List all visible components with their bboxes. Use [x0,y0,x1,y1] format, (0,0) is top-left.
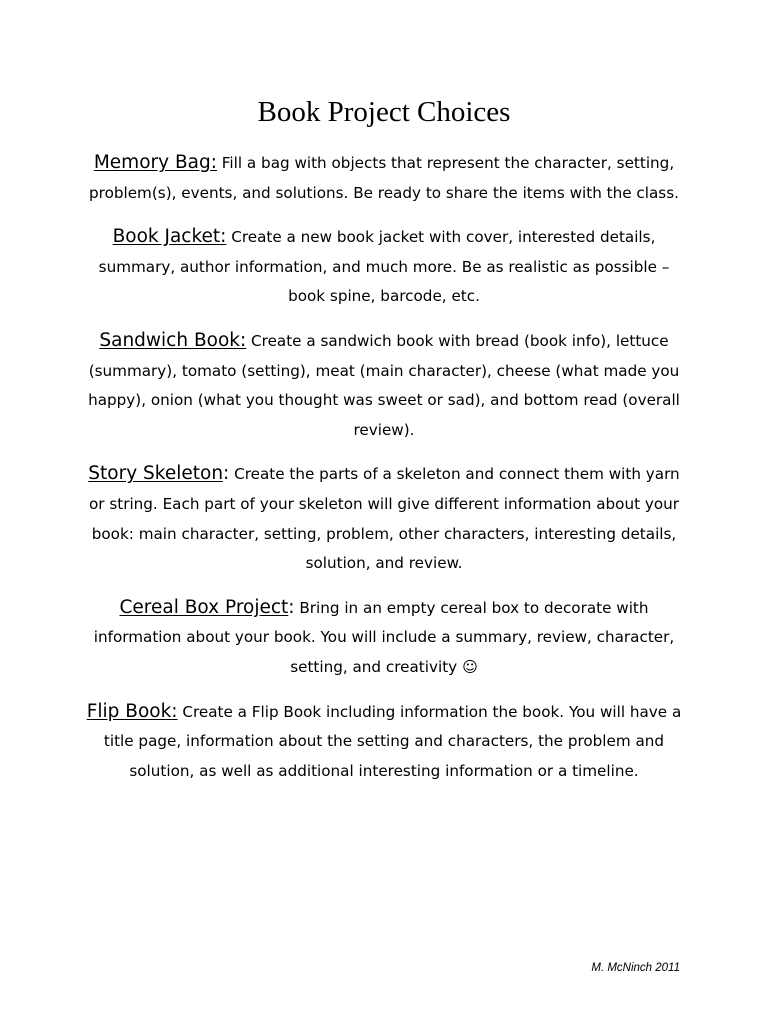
project-description: Create a Flip Book including information the book. You will have a title page, information about the setting and characters, the problem and solution, as well as additional interesting information or a timeline. [103,702,682,780]
heading-colon: : [220,226,227,248]
heading-colon: : [210,152,217,173]
heading-colon: : [240,329,247,351]
project-heading: Cereal Box Project [119,596,289,618]
project-story-skeleton [86,459,682,578]
project-cereal-box [86,593,682,683]
project-description: Bring in an empty cereal box to decorate with information about your book. You will include a summary, review, character, setting, and creativity ☺ [93,598,675,676]
author-footer: M. McNinch 2011 [591,962,680,974]
project-description: Create the parts of a skeleton and connect them with yarn or string. Each part of your skeleton will give different information about your book: main character, setting, problem, other characters, interesting details, solution, and review. [88,465,680,573]
project-heading: Book Jacket [112,226,221,248]
project-list [86,148,682,800]
project-heading: Flip Book [86,700,172,722]
project-sandwich-book [86,326,682,445]
project-heading: Memory Bag [93,152,211,173]
project-flip-book [86,697,682,787]
project-description: Create a new book jacket with cover, interested details, summary, author information, and much more. Be as realistic as possible – book spine, barcode, etc. [98,228,670,306]
heading-colon: : [223,463,230,485]
project-memory-bag [86,148,682,208]
heading-colon: : [288,596,295,618]
project-book-jacket [86,222,682,312]
project-description: Create a sandwich book with bread (book info), lettuce (summary), tomato (setting), meat (main character), cheese (what made you happy), onion (what you thought was sweet or sad), and bottom read (overall review). [88,331,680,439]
project-heading: Sandwich Book [99,329,240,351]
project-heading: Story Skeleton [88,463,224,485]
heading-colon: : [171,700,178,722]
project-description: Fill a bag with objects that represent the character, setting, problem(s), events, and solutions. Be ready to share the items with the class. [89,154,679,202]
page-title: Book Project Choices [257,96,511,128]
